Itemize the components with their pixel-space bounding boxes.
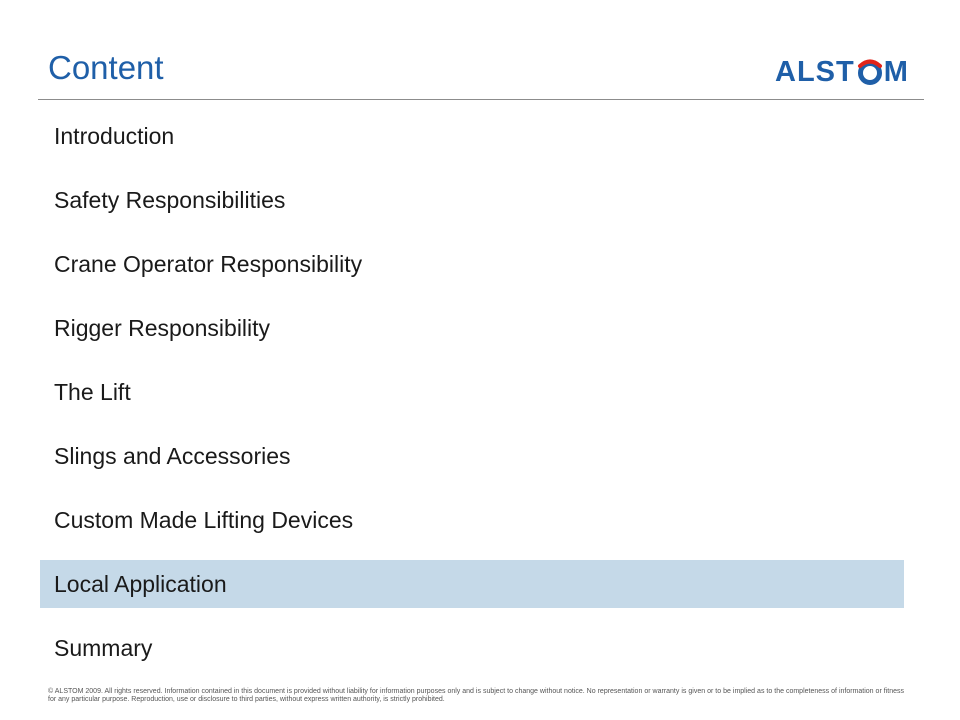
- alstom-logo: [775, 54, 909, 90]
- list-item-rigger-responsibility[interactable]: [40, 304, 904, 352]
- list-item-slings-and-accessories[interactable]: [40, 432, 904, 480]
- list-item-label: Introduction: [54, 122, 175, 149]
- page-title: Content: [48, 49, 164, 86]
- list-item-local-application[interactable]: [40, 560, 904, 608]
- list-item-safety-responsibilities[interactable]: [40, 176, 904, 224]
- list-item-label: Custom Made Lifting Devices: [54, 506, 354, 533]
- list-item-label: Slings and Accessories: [54, 442, 291, 469]
- list-item-label: Summary: [54, 634, 153, 661]
- list-item-the-lift[interactable]: [40, 368, 904, 416]
- copyright-footer: © ALSTOM 2009. All rights reserved. Information contained in this document is provided without liability for information purposes only and is subject to change without notice. No representation or warranty is given or to be implied as to the completeness of information or fitness for any particular purpose. Reproduction, use or disclosure to third parties, without express written authority, is strictly prohibited.: [48, 688, 904, 703]
- list-item-crane-operator-responsibility[interactable]: [40, 240, 904, 288]
- logo-text-right: M: [883, 55, 909, 88]
- list-item-label: Crane Operator Responsibility: [54, 250, 363, 277]
- content-list: [40, 96, 904, 672]
- list-item-label: Local Application: [54, 570, 227, 597]
- list-item-label: Safety Responsibilities: [54, 186, 286, 213]
- logo-text-left: ALST: [775, 55, 855, 88]
- list-item-label: Rigger Responsibility: [54, 314, 271, 341]
- list-item-summary[interactable]: [40, 624, 904, 672]
- logo-o-icon: [857, 59, 883, 85]
- list-item-label: The Lift: [54, 378, 131, 405]
- list-item-introduction[interactable]: [40, 112, 904, 160]
- list-item-custom-made-lifting-devices[interactable]: [40, 496, 904, 544]
